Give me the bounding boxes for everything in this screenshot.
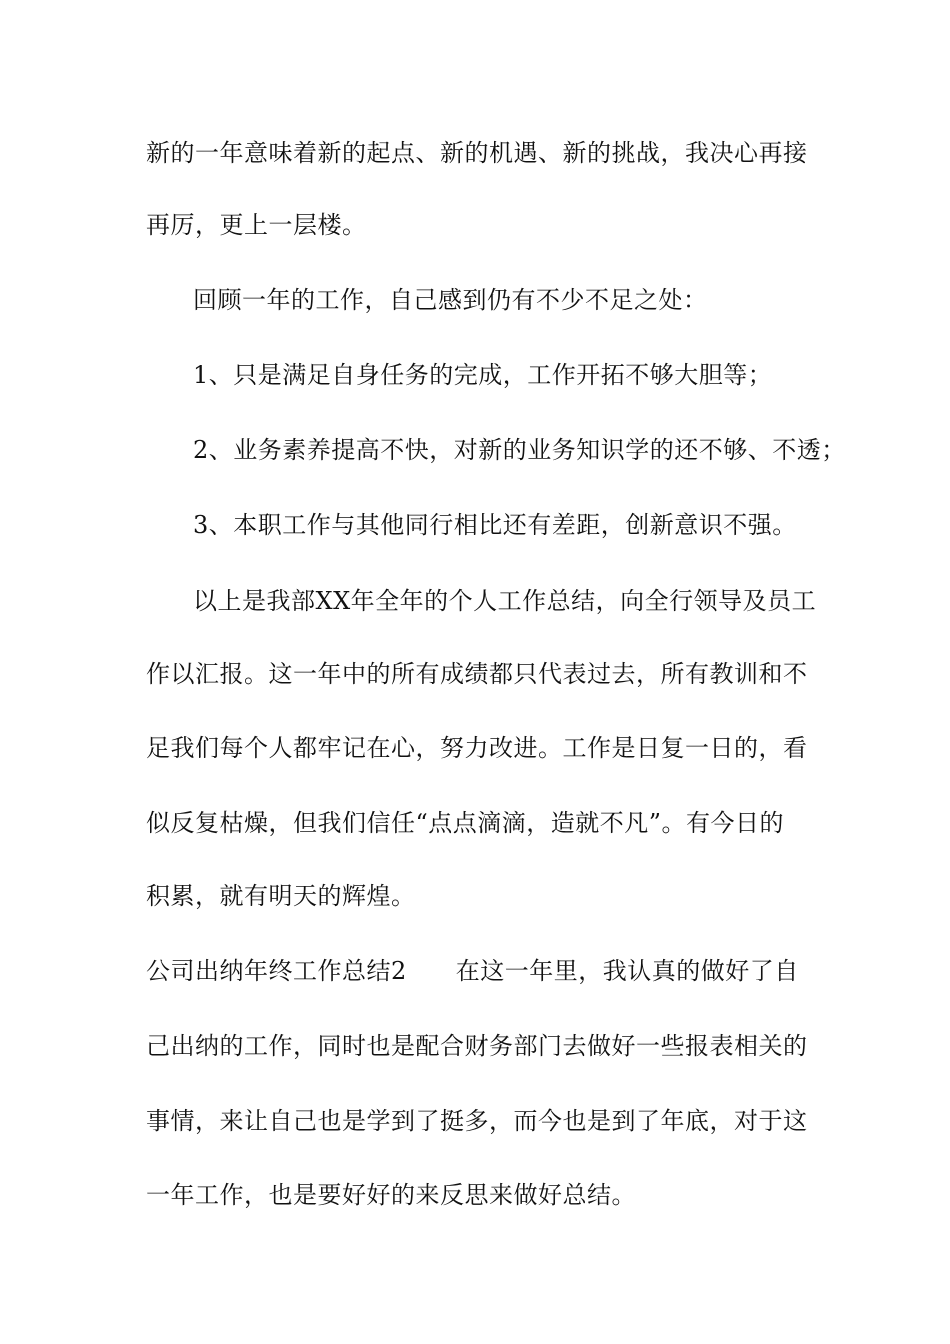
list-item: 2、业务素养提高不快，对新的业务知识学的还不够、不透； (193, 436, 846, 464)
text-line: 新的一年意味着新的起点、新的机遇、新的挑战，我决心再接 (146, 139, 808, 167)
section-heading-line: 公司出纳年终工作总结2 在这一年里，我认真的做好了自 (146, 957, 799, 985)
text-line: 一年工作，也是要好好的来反思来做好总结。 (146, 1181, 636, 1209)
list-item: 3、本职工作与其他同行相比还有差距，创新意识不强。 (193, 511, 797, 539)
text-line: 己出纳的工作，同时也是配合财务部门去做好一些报表相关的 (146, 1032, 808, 1060)
list-item: 1、只是满足自身任务的完成，工作开拓不够大胆等； (193, 361, 773, 389)
text-line: 似反复枯燥，但我们信任“点点滴滴，造就不凡”。有今日的 (146, 809, 785, 837)
text-line: 再厉，更上一层楼。 (146, 211, 367, 239)
text-line: 足我们每个人都牢记在心，努力改进。工作是日复一日的，看 (146, 734, 808, 762)
text-line: 以上是我部XX年全年的个人工作总结，向全行领导及员工 (193, 587, 817, 615)
text-line: 回顾一年的工作，自己感到仍有不少不足之处： (193, 286, 708, 314)
text-line: 作以汇报。这一年中的所有成绩都只代表过去，所有教训和不 (146, 660, 808, 688)
text-line: 积累，就有明天的辉煌。 (146, 882, 416, 910)
text-line: 事情，来让自己也是学到了挺多，而今也是到了年底，对于这 (146, 1107, 808, 1135)
